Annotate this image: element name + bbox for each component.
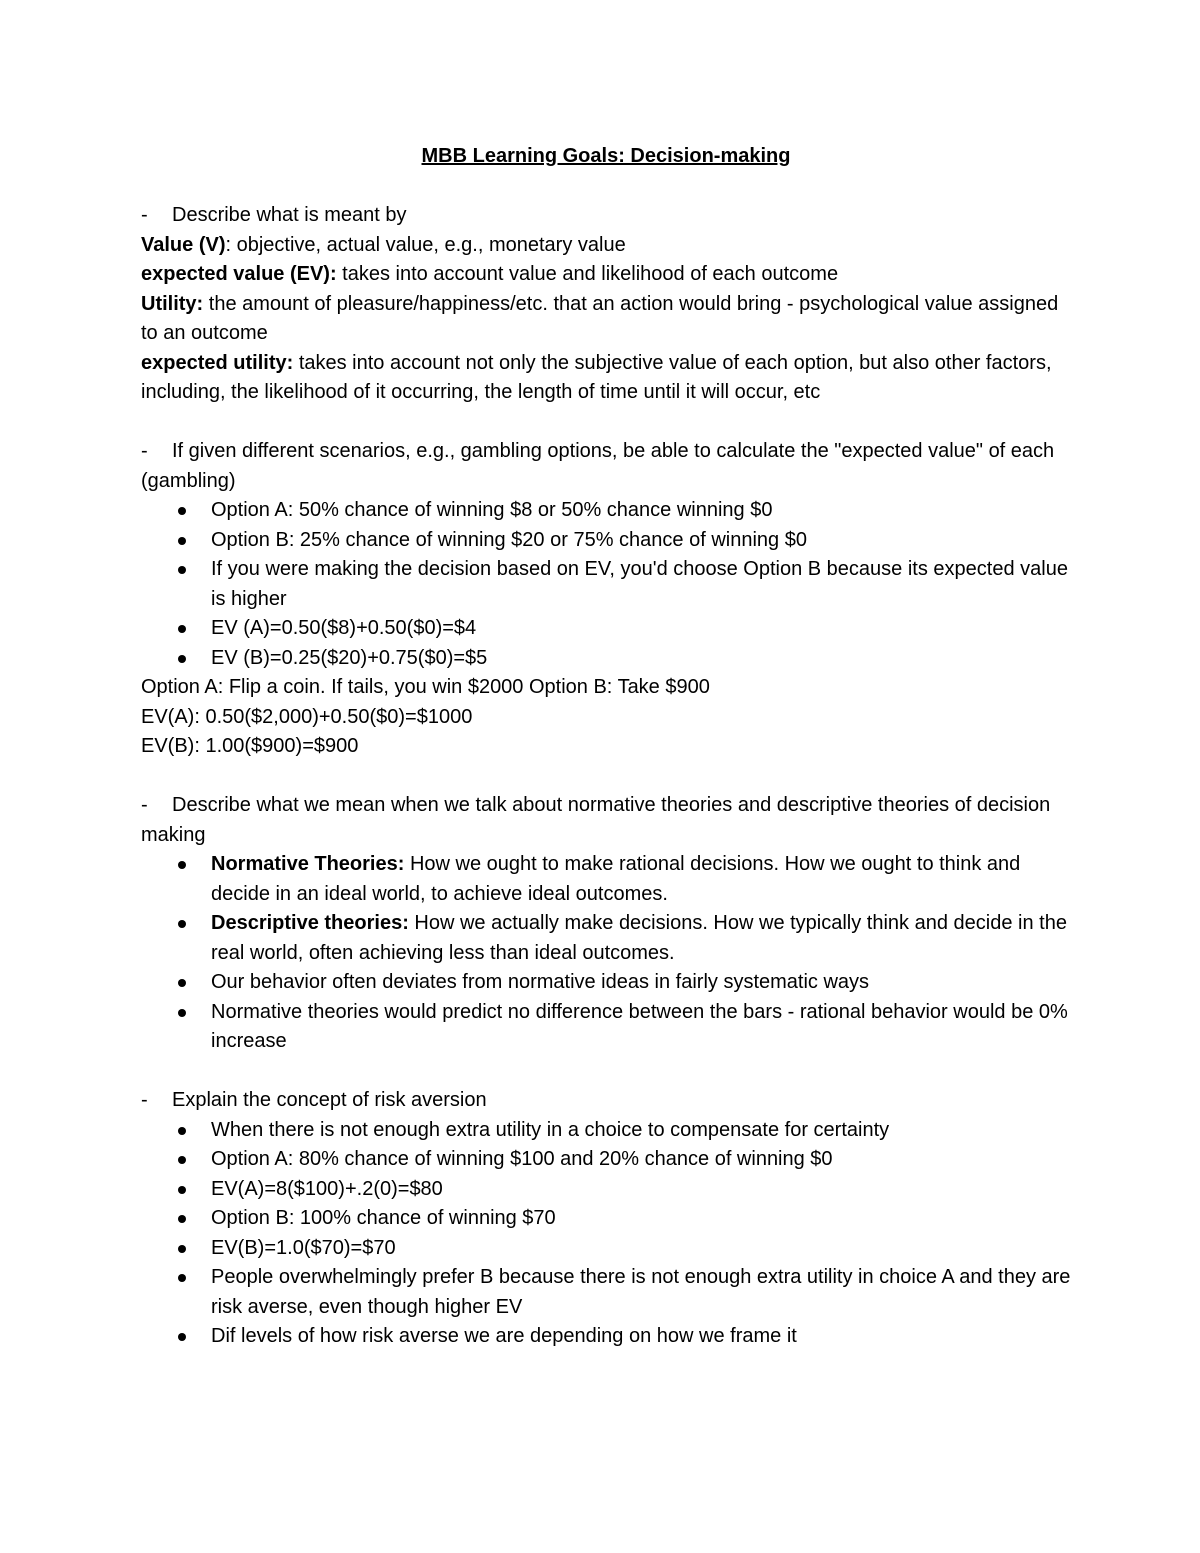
prompt-text: If given different scenarios, e.g., gambling options, be able to calculate the "expected value" of each (gambling) [141,440,1055,492]
list-item [211,1145,1071,1175]
list-item [211,555,1071,614]
bullet-icon [178,920,186,928]
dash-marker: - [141,1089,148,1111]
list-item [211,1322,1071,1352]
list-item [211,909,1071,968]
bullet-icon [178,507,186,515]
list-item-term: Normative Theories: [211,853,405,875]
definition-line [141,231,1071,261]
list-item-text: EV (A)=0.50($8)+0.50($0)=$4 [211,617,477,639]
list-item [211,998,1071,1057]
bullet-icon [178,537,186,545]
bullet-list [141,496,1071,673]
bullet-icon [178,979,186,987]
section-prompt [141,1086,1071,1116]
bullet-icon [178,625,186,633]
list-item [211,968,1071,998]
spacer [141,408,1071,438]
bullet-list [141,1116,1071,1352]
list-item-text: When there is not enough extra utility in a choice to compensate for certainty [211,1118,890,1141]
list-item-text: Option B: 100% chance of winning $70 [211,1207,556,1229]
bullet-icon [178,1127,186,1135]
section-prompt [141,437,1071,496]
definition-line [141,260,1071,290]
bullet-icon [178,1009,186,1017]
bullet-icon [178,566,186,574]
list-item [211,1116,1071,1146]
list-item [211,496,1071,526]
dash-marker: - [141,204,148,226]
bullet-icon [178,1333,186,1341]
prompt-text: Describe what we mean when we talk about normative theories and descriptive theories of decision making [141,794,1051,846]
spacer [141,1057,1071,1087]
bullet-icon [178,1186,186,1194]
text-line: EV(A): 0.50($2,000)+0.50($0)=$1000 [141,705,473,728]
text-line: Option A: Flip a coin. If tails, you win $2000 Option B: Take $900 [141,676,710,698]
list-item-text: How we actually make decisions. How we typically think and decide in the real world, often achieving less than ideal outcomes. [211,912,1067,964]
list-item [211,614,1071,644]
list-item [211,1204,1071,1234]
list-item-text: How we ought to make rational decisions. How we ought to think and decide in an ideal world, to achieve ideal outcomes. [211,853,1021,905]
bullet-icon [178,655,186,663]
list-item-text: Option A: 80% chance of winning $100 and 20% chance of winning $0 [211,1148,833,1170]
list-item-text: If you were making the decision based on EV, you'd choose Option B because its expected value is higher [211,558,1068,610]
definition-text: the amount of pleasure/happiness/etc. that an action would bring - psychological value assigned to an outcome [141,292,1059,344]
list-item-text: Normative theories would predict no difference between the bars - rational behavior would be 0% increase [211,1000,1068,1052]
list-item-text: EV(B)=1.0($70)=$70 [211,1236,396,1259]
dash-marker: - [141,794,148,816]
definition-line [141,290,1071,349]
section-prompt [141,201,1071,231]
list-item [211,526,1071,556]
definition-term: Value (V) [141,233,226,256]
list-item-text: EV (B)=0.25($20)+0.75($0)=$5 [211,646,488,669]
definition-term: expected utility: [141,351,294,374]
definition-term: Utility: [141,292,204,315]
bullet-icon [178,1245,186,1253]
prompt-text: Explain the concept of risk aversion [172,1089,487,1111]
definition-term: expected value (EV): [141,263,337,285]
list-item-text: Option A: 50% chance of winning $8 or 50% chance winning $0 [211,499,773,521]
definition-line [141,349,1071,408]
list-item [211,1263,1071,1322]
document-content [141,142,1071,1352]
list-item [211,644,1071,674]
definition-text: takes into account value and likelihood of each outcome [336,263,839,285]
list-item-text: Option B: 25% chance of winning $20 or 75% chance of winning $0 [211,528,807,551]
definition-text: takes into account not only the subjective value of each option, but also other factors, including, the likelihood of it occurring, the length of time until it will occur, etc [141,351,1052,403]
bullet-icon [178,861,186,869]
list-item [211,1234,1071,1264]
list-item-text: Our behavior often deviates from normative ideas in fairly systematic ways [211,971,870,993]
bullet-icon [178,1215,186,1223]
bullet-icon [178,1274,186,1282]
list-item-term: Descriptive theories: [211,912,409,934]
bullet-icon [178,1156,186,1164]
prompt-text: Describe what is meant by [172,204,407,226]
list-item [211,850,1071,909]
definition-text: : objective, actual value, e.g., monetary value [225,233,626,256]
list-item-text: Dif levels of how risk averse we are depending on how we frame it [211,1325,797,1347]
text-line: EV(B): 1.00($900)=$900 [141,735,359,757]
list-item-text: EV(A)=8($100)+.2(0)=$80 [211,1177,443,1200]
section-prompt [141,791,1071,850]
spacer [141,762,1071,792]
list-item [211,1175,1071,1205]
page-title: MBB Learning Goals: Decision-making [421,145,791,167]
dash-marker: - [141,440,148,462]
bullet-list [141,850,1071,1057]
list-item-text: People overwhelmingly prefer B because there is not enough extra utility in choice A and they are risk averse, even though higher EV [211,1266,1071,1318]
